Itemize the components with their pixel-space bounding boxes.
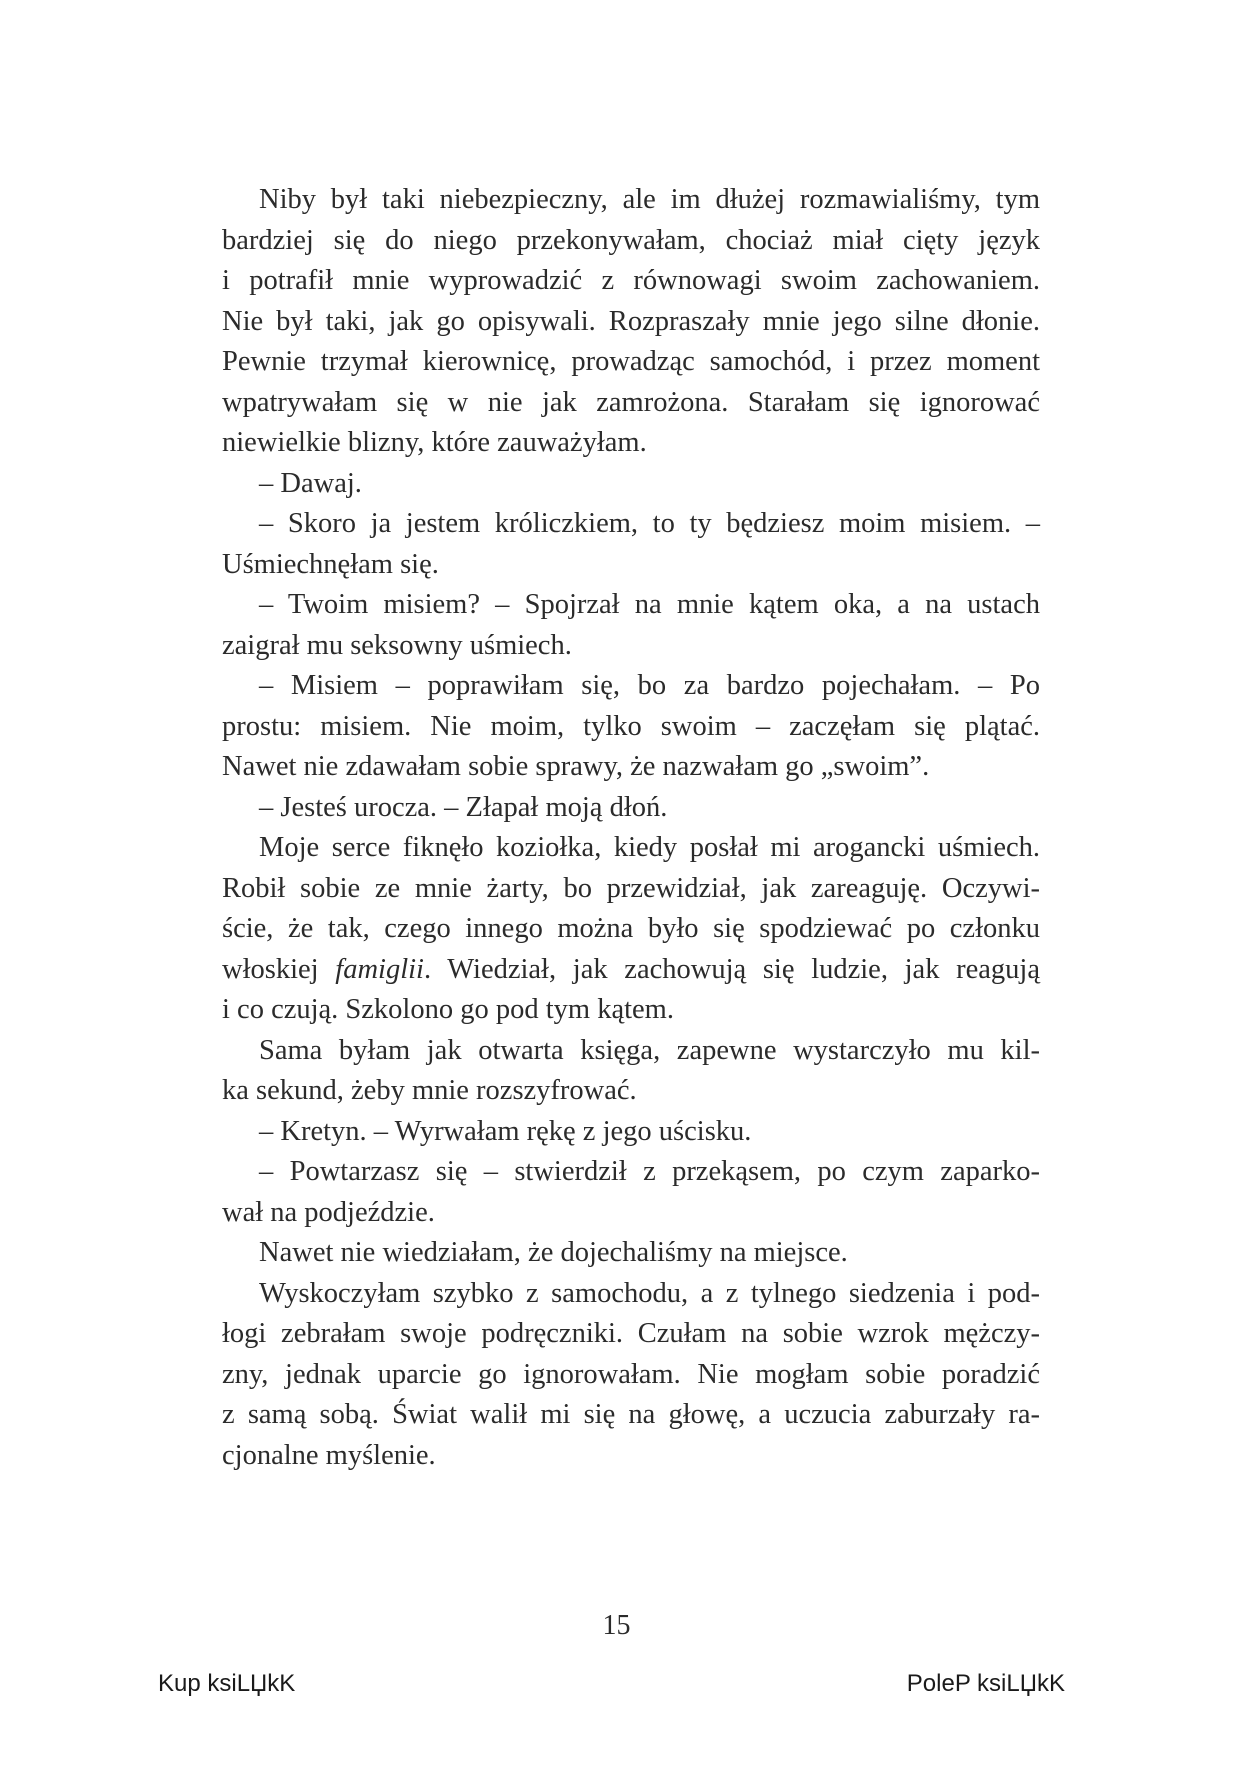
text-line: Sama byłam jak otwarta księga, zapewne wystarczyło mu kil- xyxy=(259,1034,1040,1066)
text-fragment: włoskiej xyxy=(222,953,336,985)
text-line: Moje serce fiknęło koziołka, kiedy posłał mi arogancki uśmiech. xyxy=(259,832,1040,863)
text-line: zaigrał mu seksowny uśmiech. xyxy=(222,629,572,661)
text-line: Pewnie trzymał kierownicę, prowadząc samochód, i przez moment xyxy=(222,346,1040,377)
text-line: Nie był taki, jak go opisywali. Rozpraszały mnie jego silne dłonie. xyxy=(222,305,1040,337)
text-line: i co czują. Szkolono go pod tym kątem. xyxy=(222,994,674,1025)
text-line: Robił sobie ze mnie żarty, bo przewidział, jak zareaguję. Oczywi- xyxy=(222,872,1040,904)
text-line: wał na podjeździe. xyxy=(222,1196,435,1228)
text-line: Nawet nie zdawałam sobie sprawy, że nazwałam go „swoim”. xyxy=(222,751,930,782)
italic-word: famiglii xyxy=(335,953,424,985)
body-text xyxy=(222,180,1040,1476)
text-line: ście, że tak, czego innego można było się spodziewać po członku xyxy=(222,913,1040,944)
text-line: – Misiem – poprawiłam się, bo za bardzo pojechałam. – Po xyxy=(259,670,1040,701)
text-line: Nawet nie wiedziałam, że dojechaliśmy na miejsce. xyxy=(259,1237,848,1268)
text-line: – Kretyn. – Wyrwałam rękę z jego uścisku. xyxy=(259,1115,752,1147)
text-line: łogi zebrałam swoje podręczniki. Czułam na sobie wzrok mężczy- xyxy=(222,1318,1040,1349)
text-line: niewielkie blizny, które zauważyłam. xyxy=(222,427,647,458)
buy-book-link[interactable]: Kup ksiLЏkK xyxy=(158,1670,296,1697)
text-line: – Skoro ja jestem króliczkiem, to ty będziesz moim misiem. – xyxy=(259,508,1040,539)
text-fragment: . Wiedział, jak zachowują się ludzie, jak reagują xyxy=(423,953,1041,985)
text-line: – Twoim misiem? – Spojrzał na mnie kątem oka, a na ustach xyxy=(259,589,1040,620)
text-line: ka sekund, żeby mnie rozszyfrować. xyxy=(222,1075,637,1106)
recommend-book-link[interactable]: PoleP ksiLЏkK xyxy=(906,1670,1065,1697)
text-line: – Jesteś urocza. – Złapał moją dłoń. xyxy=(259,791,668,823)
text-line: zny, jednak uparcie go ignorowałam. Nie mogłam sobie poradzić xyxy=(222,1358,1040,1390)
text-line xyxy=(222,950,1040,991)
text-line: wpatrywałam się w nie jak zamrożona. Starałam się ignorować xyxy=(222,386,1040,418)
text-line: cjonalne myślenie. xyxy=(222,1439,436,1471)
text-line: bardziej się do niego przekonywałam, chociaż miał cięty język xyxy=(222,224,1040,256)
text-line: – Powtarzasz się – stwierdził z przekąsem, po czym zaparko- xyxy=(259,1156,1040,1187)
text-line: i potrafił mnie wyprowadzić z równowagi swoim zachowaniem. xyxy=(222,265,1040,296)
text-line: z samą sobą. Świat walił mi się na głowę, a uczucia zaburzały ra- xyxy=(222,1399,1040,1430)
text-line: Wyskoczyłam szybko z samochodu, a z tylnego siedzenia i pod- xyxy=(259,1277,1040,1309)
page-number: 15 xyxy=(602,1610,631,1641)
text-line: – Dawaj. xyxy=(259,467,362,499)
text-line: Uśmiechnęłam się. xyxy=(222,548,439,580)
text-line: Niby był taki niebezpieczny, ale im dłużej rozmawialiśmy, tym xyxy=(259,184,1040,215)
text-line: prostu: misiem. Nie moim, tylko swoim – zaczęłam się plątać. xyxy=(222,710,1040,742)
